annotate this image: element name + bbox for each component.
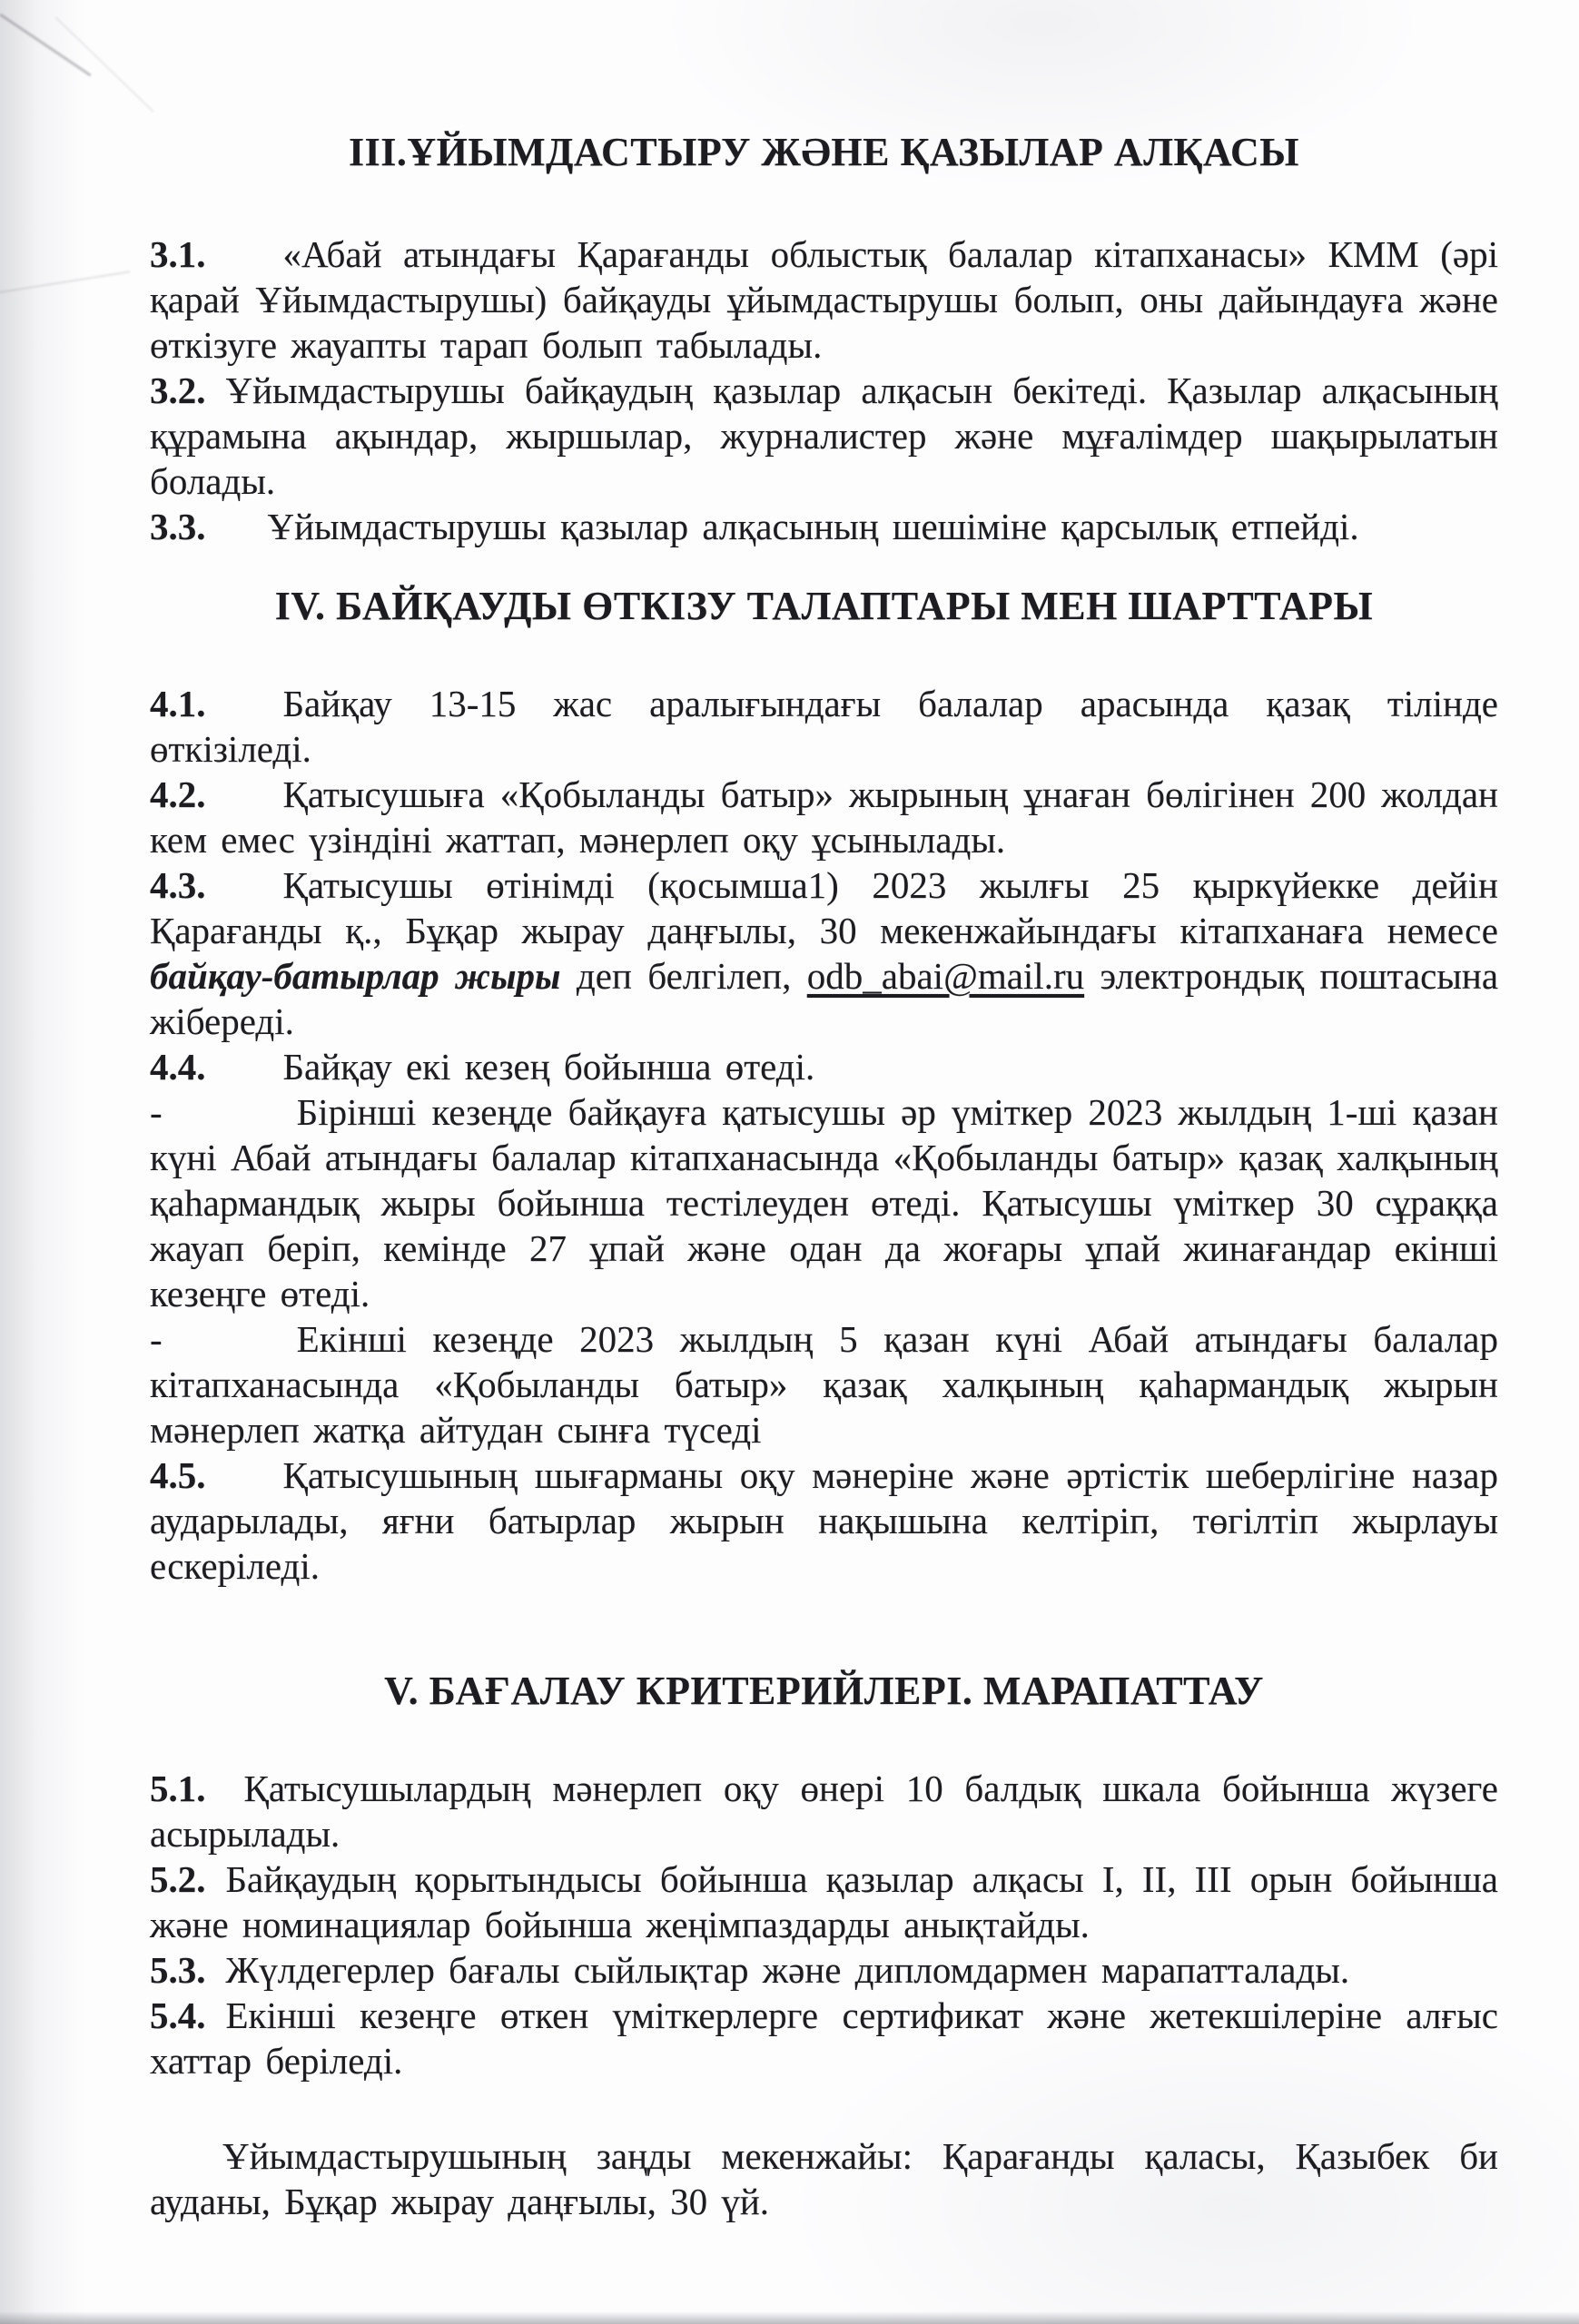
- bullet-dash: -: [150, 1318, 163, 1360]
- item-number: 3.1.: [150, 233, 206, 275]
- item-number: 5.3.: [150, 1949, 206, 1991]
- scan-edge-bottom: [0, 2311, 1579, 2324]
- tab-spacer: [206, 715, 283, 716]
- item-5-4: [150, 1993, 1498, 2083]
- tab-spacer: [206, 1982, 226, 1983]
- tab-spacer: [206, 538, 268, 539]
- item-number: 4.1.: [150, 683, 206, 724]
- scan-crease-mark: [0, 271, 130, 293]
- item-text: Қатысушыға «Қобыланды батыр» жырының ұнаған бөлігінен 200 жолдан кем емес үзіндіні жаттап, мәнерлеп оқу ұсынылады.: [150, 773, 1498, 861]
- tab-spacer: [206, 1800, 244, 1801]
- item-text: Қатысушының шығарманы оқу мәнеріне және әртістік шеберлігіне назар аударылады, яғни батырлар жырын нақышына келтіріп, төгілтіп жырлауы ескеріледі.: [150, 1454, 1498, 1587]
- tab-spacer: [163, 1351, 297, 1352]
- item-text: Қатысушылардың мәнерлеп оқу өнері 10 балдық шкала бойынша жүзеге асырылады.: [150, 1768, 1498, 1855]
- bullet-stage-2: [150, 1316, 1498, 1452]
- item-number: 4.3.: [150, 864, 206, 906]
- item-5-3: [150, 1947, 1498, 1993]
- item-number: 4.4.: [150, 1046, 206, 1088]
- item-text: электрондық поштасына жібереді.: [150, 955, 1499, 1042]
- bullet-dash: -: [150, 1091, 163, 1133]
- document-body: [150, 127, 1498, 2224]
- email-text: odb_abai@mail.ru: [806, 955, 1085, 997]
- bullet-stage-1: [150, 1089, 1498, 1316]
- item-text: «Абай атындағы Қарағанды облыстық балалар кітапханасы» КММ (әрі қарай Ұйымдастырушы) байқауды ұйымдастырушы болып, оны дайындауға және өткізуге жауапты тарап болып табылады.: [150, 233, 1498, 366]
- item-text: Бірінші кезеңде байқауға қатысушы әр үміткер 2023 жылдың 1-ші қазан күні Абай атындағы балалар кітапханасында «Қобыланды батыр» қазақ халқының қаһармандық жыры бойынша тестілеуден өтеді. Қатысушы үміткер 30 сұраққа жауап беріп, кемінде 27 ұпай және одан да жоғары ұпай жинағандар екінші кезеңге өтеді.: [150, 1091, 1498, 1315]
- competition-label-text: байқау-батырлар жыры: [150, 955, 561, 997]
- item-text: Ұйымдастырушы қазылар алқасының шешіміне қарсылық етпейді.: [267, 506, 1359, 547]
- item-text: Екінші кезеңде 2023 жылдың 5 қазан күні Абай атындағы балалар кітапханасында «Қобыланды батыр» қазақ халқының қаһармандық жырын мәнерлеп жатқа айтудан сынға түседі: [150, 1318, 1498, 1451]
- item-4-4: [150, 1044, 1498, 1089]
- item-4-3: [150, 862, 1498, 1044]
- item-text: Қатысушы өтінімді (қосымша1) 2023 жылғы 25 қыркүйекке дейін Қарағанды қ., Бұқар жырау даңғылы, 30 мекенжайындағы кітапханаға немесе: [150, 864, 1498, 951]
- tab-spacer: [206, 2027, 226, 2028]
- item-text: деп белгілеп,: [576, 955, 792, 997]
- item-text: Ұйымдастырушы байқаудың қазылар алқасын бекітеді. Қазылар алқасының құрамына ақындар, жыршылар, журналистер және мұғалімдер шақырылатын болады.: [150, 369, 1498, 502]
- tab-spacer: [206, 402, 226, 403]
- item-5-2: [150, 1856, 1498, 1947]
- item-3-3: [150, 504, 1498, 549]
- tab-spacer: [206, 1487, 283, 1488]
- item-number: 4.5.: [150, 1454, 206, 1496]
- item-text: Байқаудың қорытындысы бойынша қазылар алқасы I, II, III орын бойынша және номинациялар бойынша жеңімпаздарды анықтайды.: [150, 1858, 1498, 1945]
- tab-spacer: [163, 1124, 297, 1125]
- item-number: 5.4.: [150, 1994, 206, 2036]
- item-text: Байқау 13-15 жас аралығындағы балалар арасында қазақ тілінде өткізіледі.: [150, 683, 1498, 770]
- item-5-1: [150, 1766, 1498, 1856]
- item-number: 4.2.: [150, 773, 206, 815]
- item-3-2: [150, 368, 1498, 504]
- scan-crease-mark: [54, 16, 153, 113]
- item-text: Байқау екі кезең бойынша өтеді.: [282, 1046, 815, 1088]
- section-heading-iii: ІІІ.ҰЙЫМДАСТЫРУ ЖӘНЕ ҚАЗЫЛАР АЛҚАСЫ: [349, 130, 1299, 174]
- scan-shadow-left: [0, 0, 86, 2324]
- item-text: Екінші кезеңге өткен үміткерлерге сертификат және жетекшілеріне алғыс хаттар беріледі.: [150, 1994, 1498, 2082]
- tab-spacer: [206, 897, 283, 898]
- tab-spacer: [206, 266, 283, 267]
- tab-spacer: [206, 1078, 283, 1079]
- item-number: 5.2.: [150, 1858, 206, 1900]
- item-4-5: [150, 1452, 1498, 1589]
- section-heading-v: V. БАҒАЛАУ КРИТЕРИЙЛЕРІ. МАРАПАТТАУ: [384, 1669, 1264, 1713]
- item-4-1: [150, 681, 1498, 772]
- item-number: 3.2.: [150, 369, 206, 411]
- item-text: Жүлдегерлер бағалы сыйлықтар және дипломдармен марапатталады.: [225, 1949, 1350, 1991]
- item-number: 3.3.: [150, 506, 206, 547]
- tab-spacer: [206, 806, 283, 807]
- item-4-2: [150, 772, 1498, 862]
- item-3-1: [150, 231, 1498, 368]
- organizer-address: Ұйымдастырушының заңды мекенжайы: Қарағанды қаласы, Қазыбек би ауданы, Бұқар жырау даңғылы, 30 үй.: [150, 2135, 1498, 2222]
- item-number: 5.1.: [150, 1768, 206, 1809]
- tab-spacer: [206, 1891, 226, 1892]
- section-heading-iv: IV. БАЙҚАУДЫ ӨТКІЗУ ТАЛАПТАРЫ МЕН ШАРТТАРЫ: [274, 584, 1374, 628]
- scan-crease-mark: [0, 14, 92, 77]
